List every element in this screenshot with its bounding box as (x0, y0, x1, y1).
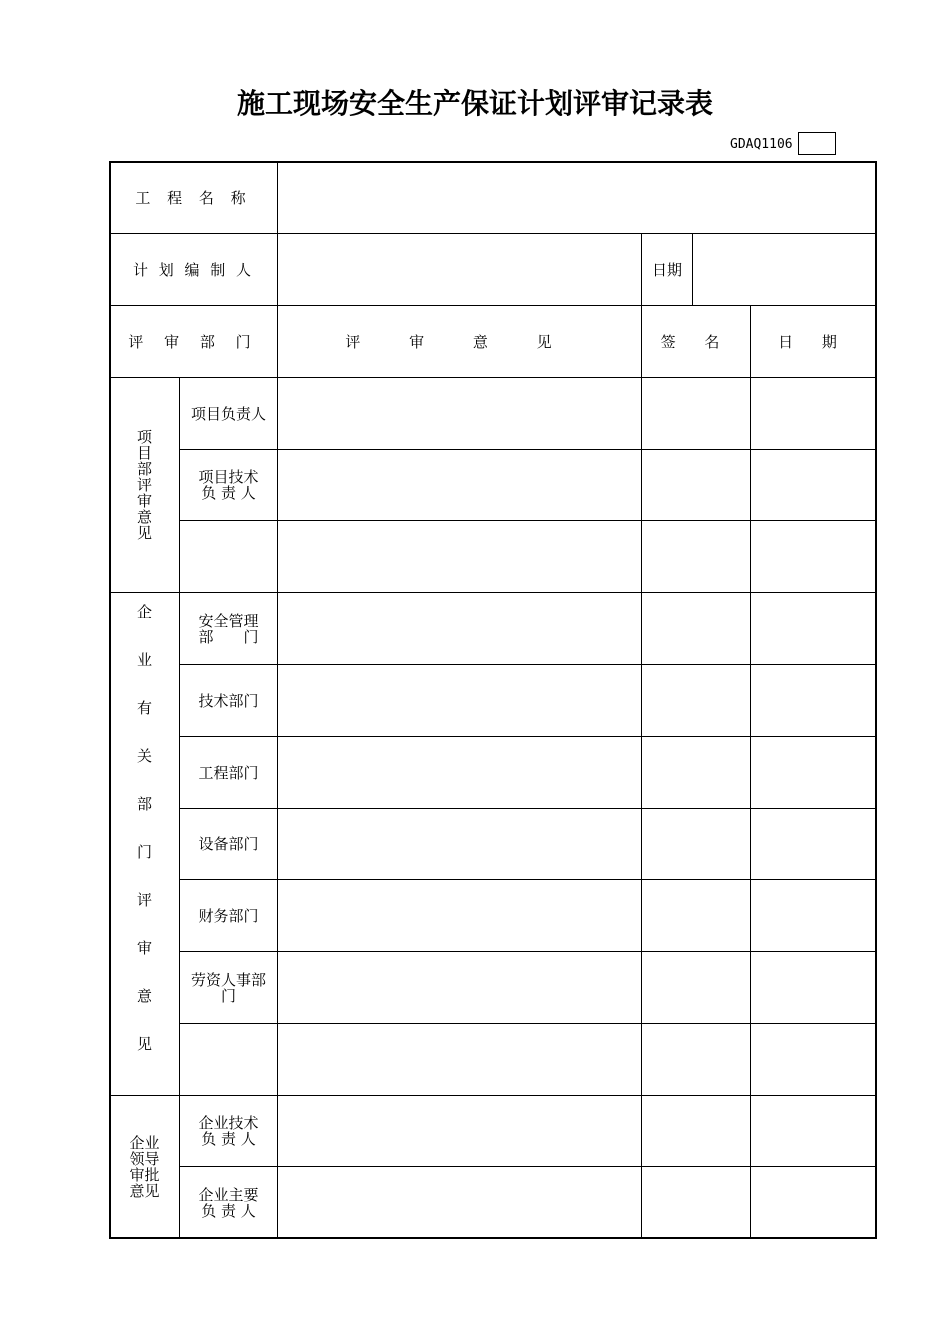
group-label-char: 有 (136, 699, 152, 717)
group-label-char: 目 (136, 444, 152, 462)
group-label-line: 意见 (129, 1182, 160, 1200)
opinion-header: 评 审 意 见 (345, 332, 574, 351)
opinion-field[interactable] (278, 521, 641, 592)
group-label-line: 企业 (129, 1134, 160, 1152)
signature-field[interactable] (642, 1024, 750, 1095)
dept-labor-personnel: 劳资人事部 门 (190, 970, 266, 1005)
dept-engineering: 工程部门 (198, 763, 259, 782)
signature-field[interactable] (642, 880, 750, 951)
review-date-field[interactable] (751, 1024, 876, 1095)
group-label-char: 关 (136, 747, 152, 765)
review-date-field[interactable] (751, 521, 876, 592)
opinion-field[interactable] (278, 665, 641, 736)
review-date-field[interactable] (751, 880, 876, 951)
opinion-field[interactable] (278, 450, 641, 520)
signature-field[interactable] (642, 665, 750, 736)
group-label-line: 领导 (129, 1150, 160, 1168)
opinion-field[interactable] (278, 1024, 641, 1095)
group-label-char: 业 (136, 651, 152, 669)
planner-date-label: 日期 (651, 260, 682, 279)
dept-technical: 技术部门 (198, 691, 259, 710)
review-date-field[interactable] (751, 450, 876, 520)
dept-project-tech-lead: 项目技术 负 责 人 (198, 468, 259, 502)
enterprise-review-group-label (110, 593, 179, 1095)
leader-approval-group-label (110, 1096, 179, 1238)
planner-field[interactable] (278, 234, 641, 305)
group-label-char: 审 (136, 492, 152, 510)
dept-blank-1[interactable] (180, 521, 277, 592)
planner-label: 计 划 编 制 人 (132, 260, 255, 279)
opinion-field[interactable] (278, 593, 641, 664)
review-date-field[interactable] (751, 1167, 876, 1238)
form-number-box[interactable] (798, 132, 836, 155)
project-name-field[interactable] (278, 162, 876, 233)
signature-field[interactable] (642, 809, 750, 879)
group-label-char: 评 (136, 476, 152, 494)
dept-finance: 财务部门 (198, 906, 259, 925)
signature-field[interactable] (642, 1167, 750, 1238)
review-date-field[interactable] (751, 809, 876, 879)
group-label-line: 审批 (129, 1166, 160, 1184)
form-code: GDAQ1106 (730, 137, 793, 152)
signature-field[interactable] (642, 521, 750, 592)
opinion-field[interactable] (278, 809, 641, 879)
group-label-char: 评 (136, 891, 152, 909)
review-date-field[interactable] (751, 378, 876, 449)
group-label-char: 企 (136, 603, 152, 621)
dept-safety-management: 安全管理 部 门 (198, 611, 259, 646)
group-label-char: 门 (136, 843, 152, 861)
review-date-field[interactable] (751, 593, 876, 664)
review-date-field[interactable] (751, 665, 876, 736)
signature-field[interactable] (642, 1096, 750, 1166)
group-label-char: 部 (136, 460, 152, 478)
dept-project-manager: 项目负责人 (190, 404, 266, 423)
dept-blank-2[interactable] (180, 1024, 277, 1095)
sign-header: 签 名 (660, 332, 732, 351)
planner-date-field[interactable] (693, 234, 876, 305)
opinion-field[interactable] (278, 1096, 641, 1166)
dept-equipment: 设备部门 (198, 835, 259, 853)
opinion-field[interactable] (278, 880, 641, 951)
group-label-char: 部 (136, 795, 152, 813)
opinion-field[interactable] (278, 737, 641, 808)
review-date-field[interactable] (751, 737, 876, 808)
review-date-field[interactable] (751, 952, 876, 1023)
dept-header: 评 审 部 门 (128, 332, 259, 351)
group-label-char: 项 (136, 428, 152, 446)
group-label-char: 见 (136, 1035, 152, 1053)
group-label-char: 见 (136, 524, 152, 542)
opinion-field[interactable] (278, 952, 641, 1023)
group-label-char: 意 (136, 508, 152, 526)
opinion-field[interactable] (278, 1167, 641, 1238)
dept-enterprise-tech-lead: 企业技术 负 责 人 (198, 1114, 259, 1148)
group-label-char: 审 (136, 939, 152, 957)
form-title: 施工现场安全生产保证计划评审记录表 (236, 87, 713, 120)
project-review-group-label (110, 378, 179, 592)
review-date-field[interactable] (751, 1096, 876, 1166)
date-header: 日 期 (778, 332, 849, 351)
signature-field[interactable] (642, 952, 750, 1023)
signature-field[interactable] (642, 737, 750, 808)
signature-field[interactable] (642, 450, 750, 520)
opinion-field[interactable] (278, 378, 641, 449)
signature-field[interactable] (642, 378, 750, 449)
signature-field[interactable] (642, 593, 750, 664)
dept-enterprise-principal: 企业主要 负 责 人 (198, 1185, 259, 1220)
group-label-char: 意 (136, 987, 152, 1005)
project-name-label: 工 程 名 称 (135, 188, 252, 207)
